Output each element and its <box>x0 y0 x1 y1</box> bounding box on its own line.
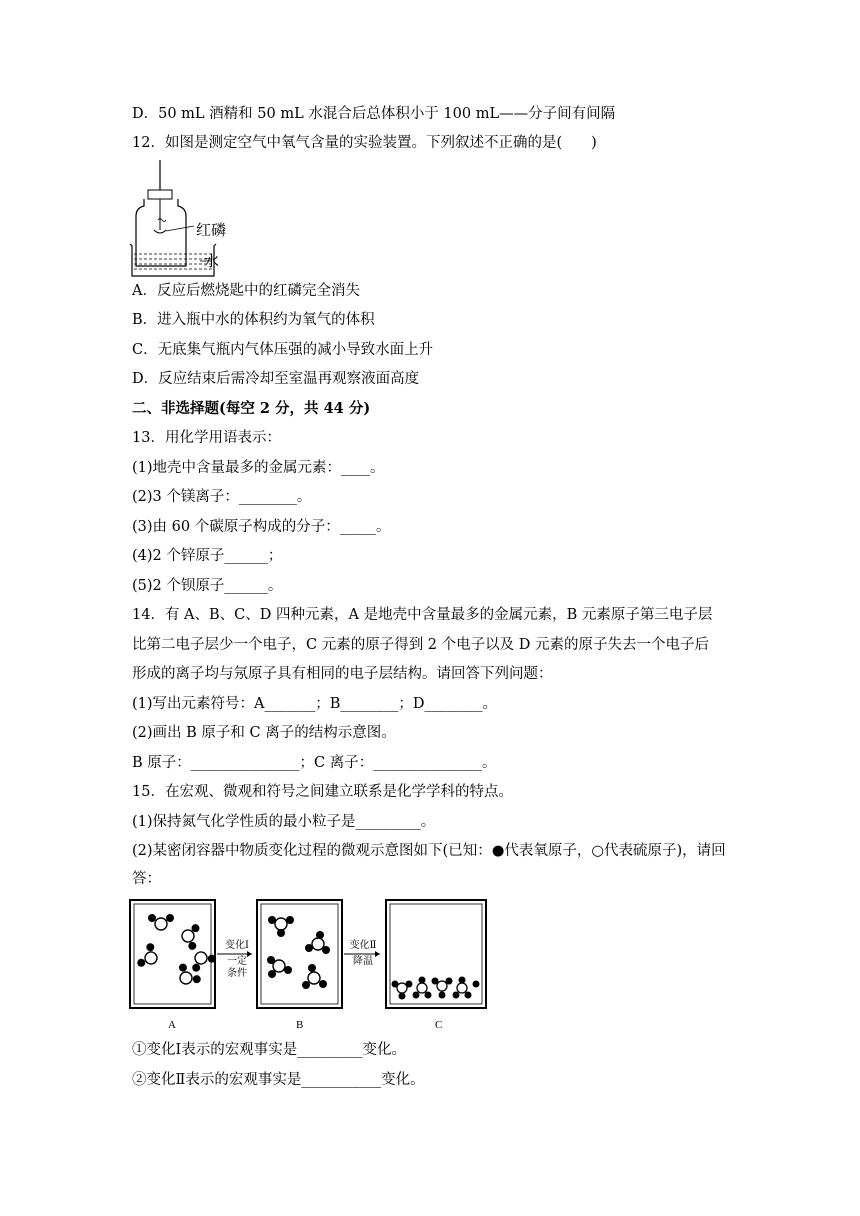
option-b-q12: B．进入瓶中水的体积约为氧气的体积 <box>132 312 375 328</box>
q13-part-1: (1)地壳中含量最多的金属元素：____。 <box>132 460 385 476</box>
q13-part-4: (4)2 个锌原子______； <box>132 548 283 564</box>
arrow-2-text-top: 变化Ⅱ <box>349 940 377 951</box>
arrow-1-text-top: 变化Ⅰ <box>225 940 249 951</box>
box-b <box>257 900 342 1008</box>
oxygen-apparatus-figure <box>128 158 238 278</box>
question-14-stem-2: 比第二电子层少一个电子，C 元素的原子得到 2 个电子以及 D 元素的原子失去一个电子后 <box>132 637 709 653</box>
arrow-2-sub <box>346 956 380 968</box>
option-a-q12: A．反应后燃烧匙中的红磷完全消失 <box>132 283 360 299</box>
q13-part-2: (2)3 个镁离子：________。 <box>132 489 312 505</box>
q15-sub-2: ②变化Ⅱ表示的宏观事实是___________变化。 <box>132 1072 425 1088</box>
arrow-1-label <box>220 940 254 952</box>
q14-part-1: (1)写出元素符号：A_______；B________；D________。 <box>132 696 498 712</box>
question-14-stem-1: 14．有 A、B、C、D 四种元素，A 是地壳中含量最多的金属元素，B 元素原子第三电子层 <box>132 607 713 623</box>
q14-answer-line: B 原子：_______________；C 离子：_______________。 <box>132 755 497 771</box>
caption-c: C <box>435 1019 443 1031</box>
arrow-2-label <box>346 940 380 952</box>
label-red-phosphorus: 红磷 <box>196 222 227 239</box>
q15-part-2-cont: 答： <box>132 871 161 887</box>
option-d-q12: D．反应结束后需冷却至室温再观察液面高度 <box>132 371 420 387</box>
label-water: 水 <box>204 253 220 270</box>
option-d-q11: D．50 mL 酒精和 50 mL 水混合后总体积小于 100 mL——分子间有间隔 <box>132 106 616 122</box>
stopper <box>148 190 172 199</box>
q15-part-1: (1)保持氮气化学性质的最小粒子是_________。 <box>132 814 436 830</box>
combustion-spoon <box>154 230 166 233</box>
question-15-stem: 15．在宏观、微观和符号之间建立联系是化学学科的特点。 <box>132 784 513 800</box>
q15-sub-1: ①变化Ⅰ表示的宏观事实是_________变化。 <box>132 1042 406 1058</box>
question-12-stem: 12．如图是测定空气中氧气含量的实验装置。下列叙述不正确的是( ) <box>132 135 597 151</box>
water-surface <box>134 254 212 269</box>
q15-part-2: (2)某密闭容器中物质变化过程的微观示意图如下(已知：●代表氧原子，○代表硫原子)，请回 <box>132 843 726 859</box>
caption-a: A <box>168 1019 176 1031</box>
molecule <box>148 914 174 930</box>
q14-part-2: (2)画出 B 原子和 C 离子的结构示意图。 <box>132 725 396 741</box>
arrow-1-sub <box>220 956 254 980</box>
arrow-2-text-bottom: 降温 <box>353 956 373 967</box>
flame-icon <box>158 219 166 222</box>
question-13-stem: 13．用化学用语表示： <box>132 430 281 446</box>
q13-part-3: (3)由 60 个碳原子构成的分子：_____。 <box>132 519 391 535</box>
arrow-1-text-mid: 一定 <box>227 956 247 967</box>
question-14-stem-3: 形成的离子均与氖原子具有相同的电子层结构。请回答下列问题： <box>132 666 553 682</box>
option-c-q12: C．无底集气瓶内气体压强的减小导致水面上升 <box>132 342 434 358</box>
arrow-1-text-bottom: 条件 <box>227 968 247 979</box>
caption-b: B <box>296 1019 304 1031</box>
q13-part-5: (5)2 个钡原子______。 <box>132 578 283 594</box>
section-heading: 二、非选择题(每空 2 分，共 44 分) <box>132 400 371 417</box>
micro-change-diagram <box>128 896 493 1036</box>
